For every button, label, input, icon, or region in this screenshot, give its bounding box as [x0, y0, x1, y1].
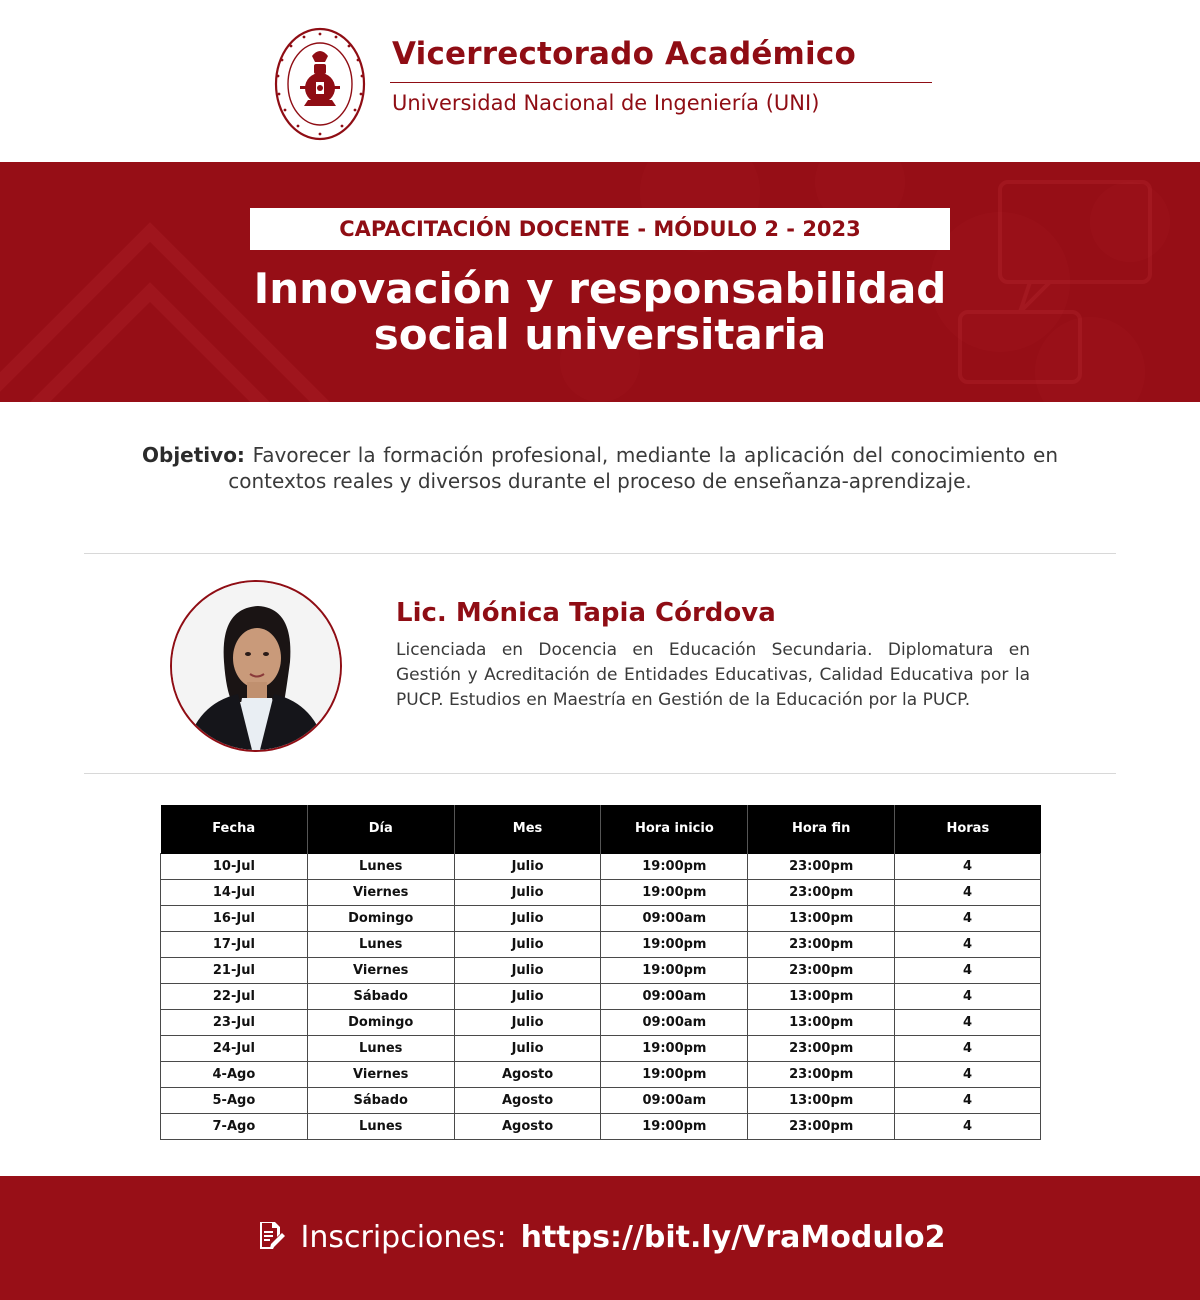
cell-horas: 4 — [895, 905, 1041, 931]
cell-fecha: 23-Jul — [161, 1009, 308, 1035]
cell-mes: Julio — [454, 983, 601, 1009]
column-header-dia: Día — [307, 805, 454, 853]
cell-hora-fin: 13:00pm — [748, 983, 895, 1009]
university-seal-icon — [274, 26, 366, 142]
table-row — [161, 1087, 1041, 1113]
cell-hora-inicio: 19:00pm — [601, 1113, 748, 1139]
registration-line — [255, 1219, 946, 1256]
table-row — [161, 1035, 1041, 1061]
cell-horas: 4 — [895, 1061, 1041, 1087]
cell-dia: Viernes — [307, 879, 454, 905]
course-tag-label: CAPACITACIÓN DOCENTE - MÓDULO 2 - 2023 — [339, 217, 861, 241]
cell-hora-fin: 23:00pm — [748, 879, 895, 905]
cell-mes: Julio — [454, 905, 601, 931]
cell-horas: 4 — [895, 957, 1041, 983]
title-banner — [0, 162, 1200, 402]
speaker-name: Lic. Mónica Tapia Córdova — [396, 598, 776, 628]
cell-fecha: 21-Jul — [161, 957, 308, 983]
cell-dia: Sábado — [307, 1087, 454, 1113]
cell-hora-fin: 23:00pm — [748, 1113, 895, 1139]
cell-hora-inicio: 19:00pm — [601, 957, 748, 983]
cell-dia: Sábado — [307, 983, 454, 1009]
cell-fecha: 7-Ago — [161, 1113, 308, 1139]
table-header-row — [161, 805, 1041, 853]
header-title: Vicerrectorado Académico — [392, 36, 856, 72]
cell-hora-inicio: 19:00pm — [601, 853, 748, 879]
cell-dia: Lunes — [307, 1113, 454, 1139]
header-text — [390, 36, 932, 115]
cell-fecha: 4-Ago — [161, 1061, 308, 1087]
table-row — [161, 905, 1041, 931]
course-title-line2: social universitaria — [373, 310, 827, 359]
objective-text: Favorecer la formación profesional, mediante la aplicación del conocimiento en contextos reales y diversos durante el proceso de enseñanza-aprendizaje. — [228, 443, 1059, 493]
speaker-bio: Licenciada en Docencia en Educación Secundaria. Diplomatura en Gestión y Acreditación de Entidades Educativas, Calidad Educativa por la PUCP. Estudios en Maestría en Gestión de la Educación por la PUCP. — [396, 640, 1030, 710]
cell-horas: 4 — [895, 1087, 1041, 1113]
cell-fecha: 17-Jul — [161, 931, 308, 957]
cell-hora-inicio: 19:00pm — [601, 1061, 748, 1087]
cell-hora-fin: 23:00pm — [748, 957, 895, 983]
cell-mes: Julio — [454, 931, 601, 957]
cell-hora-fin: 13:00pm — [748, 1009, 895, 1035]
schedule-body — [161, 853, 1041, 1139]
registration-label: Inscripciones: — [300, 1219, 507, 1255]
table-row — [161, 957, 1041, 983]
cell-mes: Julio — [454, 1035, 601, 1061]
cell-hora-inicio: 19:00pm — [601, 931, 748, 957]
column-header-hora-inicio: Hora inicio — [601, 805, 748, 853]
objective-label: Objetivo: — [142, 443, 245, 467]
column-header-horas: Horas — [895, 805, 1041, 853]
cell-mes: Agosto — [454, 1113, 601, 1139]
cell-dia: Viernes — [307, 957, 454, 983]
cell-hora-fin: 13:00pm — [748, 905, 895, 931]
cell-mes: Agosto — [454, 1087, 601, 1113]
cell-hora-inicio: 09:00am — [601, 1087, 748, 1113]
cell-hora-inicio: 19:00pm — [601, 1035, 748, 1061]
cell-fecha: 14-Jul — [161, 879, 308, 905]
cell-horas: 4 — [895, 879, 1041, 905]
cell-fecha: 5-Ago — [161, 1087, 308, 1113]
cell-fecha: 16-Jul — [161, 905, 308, 931]
cell-horas: 4 — [895, 1009, 1041, 1035]
course-tag — [250, 208, 950, 250]
cell-horas: 4 — [895, 983, 1041, 1009]
column-header-hora-fin: Hora fin — [748, 805, 895, 853]
course-title — [0, 266, 1200, 358]
column-header-fecha: Fecha — [161, 805, 308, 853]
cell-mes: Julio — [454, 853, 601, 879]
cell-dia: Lunes — [307, 1035, 454, 1061]
cell-hora-fin: 23:00pm — [748, 931, 895, 957]
cell-dia: Viernes — [307, 1061, 454, 1087]
schedule-table — [160, 805, 1041, 1140]
divider-bottom — [84, 773, 1116, 774]
cell-dia: Lunes — [307, 931, 454, 957]
cell-hora-fin: 13:00pm — [748, 1087, 895, 1113]
cell-dia: Lunes — [307, 853, 454, 879]
speaker-photo — [170, 580, 342, 752]
course-title-line1: Innovación y responsabilidad — [253, 264, 947, 313]
registration-footer — [0, 1176, 1200, 1300]
cell-dia: Domingo — [307, 1009, 454, 1035]
cell-mes: Agosto — [454, 1061, 601, 1087]
cell-horas: 4 — [895, 1035, 1041, 1061]
table-row — [161, 983, 1041, 1009]
objective-paragraph — [142, 442, 1058, 494]
cell-hora-fin: 23:00pm — [748, 853, 895, 879]
table-row — [161, 1009, 1041, 1035]
table-row — [161, 879, 1041, 905]
cell-fecha: 24-Jul — [161, 1035, 308, 1061]
table-row — [161, 931, 1041, 957]
table-row — [161, 853, 1041, 879]
cell-fecha: 22-Jul — [161, 983, 308, 1009]
column-header-mes: Mes — [454, 805, 601, 853]
header-subtitle: Universidad Nacional de Ingeniería (UNI) — [392, 91, 820, 115]
cell-hora-inicio: 09:00am — [601, 905, 748, 931]
cell-hora-fin: 23:00pm — [748, 1061, 895, 1087]
table-row — [161, 1113, 1041, 1139]
cell-horas: 4 — [895, 1113, 1041, 1139]
cell-horas: 4 — [895, 853, 1041, 879]
registration-link[interactable]: https://bit.ly/VraModulo2 — [520, 1219, 946, 1255]
cell-hora-fin: 23:00pm — [748, 1035, 895, 1061]
cell-dia: Domingo — [307, 905, 454, 931]
cell-mes: Julio — [454, 957, 601, 983]
divider-top — [84, 553, 1116, 554]
cell-fecha: 10-Jul — [161, 853, 308, 879]
cell-hora-inicio: 09:00am — [601, 983, 748, 1009]
edit-document-icon — [255, 1219, 287, 1256]
cell-mes: Julio — [454, 1009, 601, 1035]
header — [0, 0, 1200, 162]
header-divider — [390, 82, 932, 83]
table-row — [161, 1061, 1041, 1087]
cell-hora-inicio: 19:00pm — [601, 879, 748, 905]
cell-hora-inicio: 09:00am — [601, 1009, 748, 1035]
cell-horas: 4 — [895, 931, 1041, 957]
cell-mes: Julio — [454, 879, 601, 905]
